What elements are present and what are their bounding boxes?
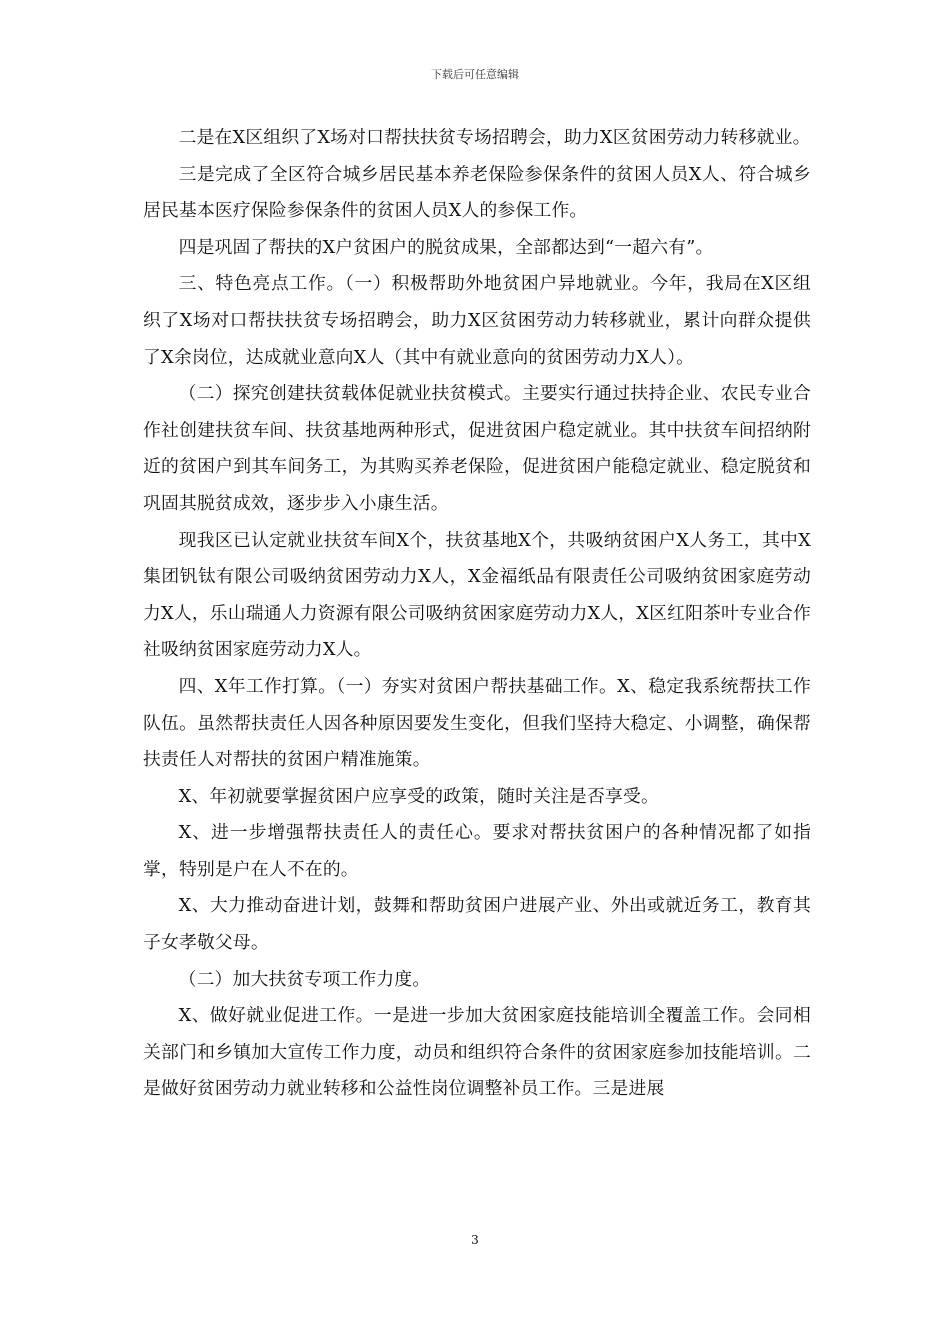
- paragraph: 二是在X区组织了X场对口帮扶扶贫专场招聘会，助力X区贫困劳动力转移就业。: [178, 127, 811, 148]
- paragraph: 现我区已认定就业扶贫车间X个，扶贫基地X个，共吸纳贫困户X人务工，其中X集团钒钛有限公司吸纳贫困劳动力X人，X金福纸品有限责任公司吸纳贫困家庭劳动力X人，乐山瑞通人力资源有限公司吸纳贫困家庭劳动力X人，X区红阳茶叶专业合作社吸纳贫困家庭劳动力X人。: [143, 529, 811, 661]
- paragraph: 三是完成了全区符合城乡居民基本养老保险参保条件的贫困人员X人、符合城乡居民基本医疗保险参保条件的贫困人员X人的参保工作。: [143, 163, 811, 222]
- paragraph: 三、特色亮点工作。（一）积极帮助外地贫困户异地就业。今年，我局在X区组织了X场对口帮扶扶贫专场招聘会，助力X区贫困劳动力转移就业，累计向群众提供了X余岗位，达成就业意向X人（其中有就业意向的贫困劳动力X人）。: [143, 273, 811, 368]
- document-body: [143, 120, 811, 1108]
- paragraph: X、做好就业促进工作。一是进一步加大贫困家庭技能培训全覆盖工作。会同相关部门和乡镇加大宣传工作力度，动员和组织符合条件的贫困家庭参加技能培训。二是做好贫困劳动力就业转移和公益性岗位调整补员工作。三是进展: [143, 1005, 811, 1100]
- page-header: 下载后可任意编辑: [431, 68, 519, 81]
- page-number: 3: [471, 1233, 479, 1247]
- paragraph: X、进一步增强帮扶责任人的责任心。要求对帮扶贫困户的各种情况都了如指掌，特别是户在人不在的。: [143, 822, 811, 880]
- paragraph: （二）加大扶贫专项工作力度。: [178, 968, 431, 990]
- paragraph: （二）探究创建扶贫载体促就业扶贫模式。主要实行通过扶持企业、农民专业合作社创建扶贫车间、扶贫基地两种形式，促进贫困户稳定就业。其中扶贫车间招纳附近的贫困户到其车间务工，为其购买养老保险，促进贫困户能稳定就业、稳定脱贫和巩固其脱贫成效，逐步步入小康生活。: [143, 383, 811, 514]
- paragraph: 四是巩固了帮扶的X户贫困户的脱贫成果，全部都达到“一超六有”。: [178, 236, 714, 258]
- paragraph: X、年初就要掌握贫困户应享受的政策，随时关注是否享受。: [178, 785, 659, 807]
- paragraph: 四、X年工作打算。（一）夯实对贫困户帮扶基础工作。X、稳定我系统帮扶工作队伍。虽然帮扶责任人因各种原因要发生变化，但我们坚持大稳定、小调整，确保帮扶责任人对帮扶的贫困户精准施策。: [143, 675, 811, 771]
- paragraph: X、大力推动奋进计划，鼓舞和帮助贫困户进展产业、外出或就近务工，教育其子女孝敬父母。: [143, 895, 811, 954]
